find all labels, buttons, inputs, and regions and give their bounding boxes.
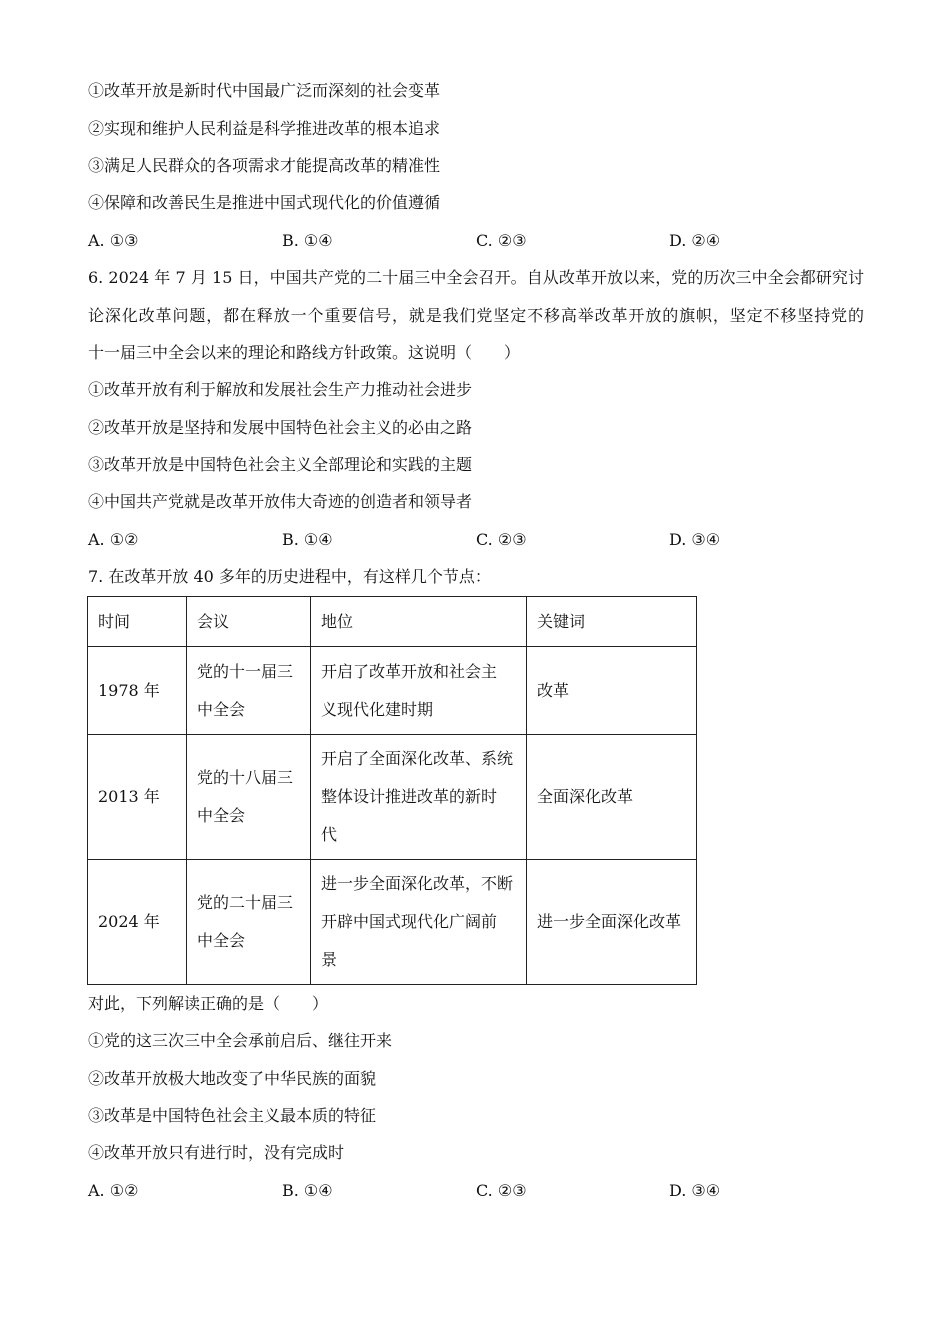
status-line: 进一步全面深化改革，不断 bbox=[321, 874, 514, 893]
q7-stem: 7. 在改革开放 40 多年的历史进程中，有这样几个节点： bbox=[88, 567, 491, 586]
meeting-line: 中全会 bbox=[197, 806, 246, 825]
q7-prompt: 对此，下列解读正确的是（ ） bbox=[88, 994, 329, 1013]
status-line: 整体设计推进改革的新时 bbox=[321, 787, 498, 806]
q5-item-1: ①改革开放是新时代中国最广泛而深刻的社会变革 bbox=[88, 81, 441, 100]
row-time: 2013 年 bbox=[88, 735, 187, 860]
q5-option-b: B. ①④ bbox=[282, 231, 333, 250]
q5-item-2: ②实现和维护人民利益是科学推进改革的根本追求 bbox=[88, 119, 441, 138]
table-row bbox=[88, 860, 697, 985]
row-time: 2024 年 bbox=[88, 860, 187, 985]
q6-stem-line-1: 6. 2024 年 7 月 15 日，中国共产党的二十届三中全会召开。自从改革开放以来，党的历次三中全会都研究讨 bbox=[88, 268, 864, 287]
q7-option-d: D. ③④ bbox=[669, 1181, 721, 1200]
q7-item-3: ③改革是中国特色社会主义最本质的特征 bbox=[88, 1106, 377, 1125]
milestones-table bbox=[87, 596, 697, 985]
row-time: 1978 年 bbox=[88, 647, 187, 735]
table-row bbox=[88, 647, 697, 735]
q6-item-4: ④中国共产党就是改革开放伟大奇迹的创造者和领导者 bbox=[88, 492, 473, 511]
row-status bbox=[311, 860, 527, 985]
status-line: 代 bbox=[321, 825, 338, 844]
q6-option-a: A. ①② bbox=[88, 530, 139, 549]
table-row bbox=[88, 735, 697, 860]
q6-option-c: C. ②③ bbox=[476, 530, 527, 549]
q6-item-2: ②改革开放是坚持和发展中国特色社会主义的必由之路 bbox=[88, 418, 473, 437]
q6-item-3: ③改革开放是中国特色社会主义全部理论和实践的主题 bbox=[88, 455, 473, 474]
row-meeting bbox=[187, 647, 311, 735]
header-keyword: 关键词 bbox=[527, 597, 697, 647]
row-status bbox=[311, 735, 527, 860]
q7-option-a: A. ①② bbox=[88, 1181, 139, 1200]
header-meeting: 会议 bbox=[187, 597, 311, 647]
q5-option-d: D. ②④ bbox=[669, 231, 721, 250]
q7-option-c: C. ②③ bbox=[476, 1181, 527, 1200]
q6-option-d: D. ③④ bbox=[669, 530, 721, 549]
status-line: 义现代化建时期 bbox=[321, 699, 434, 719]
q7-item-2: ②改革开放极大地改变了中华民族的面貌 bbox=[88, 1069, 377, 1088]
row-keyword: 全面深化改革 bbox=[527, 735, 697, 860]
header-time: 时间 bbox=[88, 597, 187, 647]
meeting-line: 党的二十届三 bbox=[197, 893, 294, 912]
q5-item-4: ④保障和改善民生是推进中国式现代化的价值遵循 bbox=[88, 193, 441, 212]
row-meeting bbox=[187, 860, 311, 985]
q7-option-b: B. ①④ bbox=[282, 1181, 333, 1200]
status-line: 开启了改革开放和社会主 bbox=[321, 661, 498, 681]
q6-option-b: B. ①④ bbox=[282, 530, 333, 549]
meeting-line: 中全会 bbox=[197, 699, 246, 719]
status-line: 开启了全面深化改革、系统 bbox=[321, 749, 514, 768]
q7-item-1: ①党的这三次三中全会承前启后、继往开来 bbox=[88, 1031, 393, 1050]
q5-option-a: A. ①③ bbox=[88, 231, 139, 250]
header-status: 地位 bbox=[311, 597, 527, 647]
q6-stem-line-3: 十一届三中全会以来的理论和路线方针政策。这说明（ ） bbox=[88, 343, 521, 362]
row-keyword: 改革 bbox=[527, 647, 697, 735]
status-line: 开辟中国式现代化广阔前 bbox=[321, 912, 498, 931]
q6-stem-line-2: 论深化改革问题，都在释放一个重要信号，就是我们党坚定不移高举改革开放的旗帜，坚定不移坚持党的 bbox=[88, 306, 864, 325]
q5-option-c: C. ②③ bbox=[476, 231, 527, 250]
row-keyword: 进一步全面深化改革 bbox=[527, 860, 697, 985]
meeting-line: 中全会 bbox=[197, 931, 246, 950]
meeting-line: 党的十一届三 bbox=[197, 661, 294, 681]
row-meeting bbox=[187, 735, 311, 860]
meeting-line: 党的十八届三 bbox=[197, 768, 294, 787]
row-status bbox=[311, 647, 527, 735]
table-header-row bbox=[88, 597, 697, 647]
q5-item-3: ③满足人民群众的各项需求才能提高改革的精准性 bbox=[88, 156, 441, 175]
status-line: 景 bbox=[321, 950, 338, 969]
q7-item-4: ④改革开放只有进行时，没有完成时 bbox=[88, 1143, 345, 1162]
q6-item-1: ①改革开放有利于解放和发展社会生产力推动社会进步 bbox=[88, 380, 473, 399]
